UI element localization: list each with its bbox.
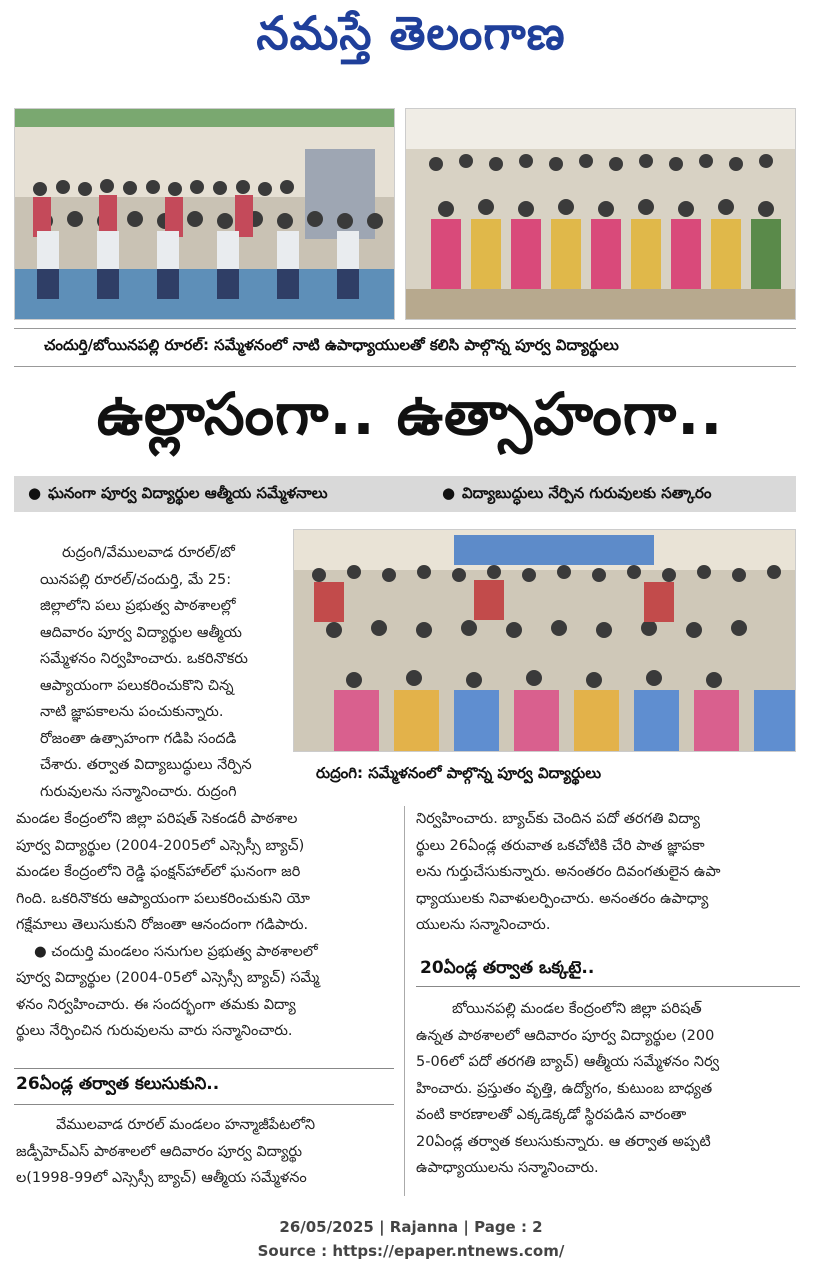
text-line: హించారు. ప్రస్తుతం వృత్తి, ఉద్యోగం, కుటుంబ బాధ్యత: [416, 1080, 713, 1097]
column-2-subhead: 20ఏండ్ల తర్వాత ఒక్కటై..: [420, 958, 595, 978]
text-line: గక్షేమాలు తెలుసుకుని రోజంతా ఆనందంగా గడిపారు.: [16, 917, 309, 933]
text-line: పూర్వ విద్యార్థుల (2004-05లో ఎస్సెస్సీ బ్యాచ్) సమ్మే: [16, 970, 320, 986]
text-line: ళనం నిర్వహించారు. ఈ సందర్భంగా తమకు విద్యా: [16, 996, 296, 1013]
text-line: 5-06లో పదో తరగతి బ్యాచ్) ఆత్మీయ సమ్మేళనం నిర్వ: [416, 1054, 720, 1070]
text-line: ర్థులు నేర్పించిన గురువులను వారు సన్మానించారు.: [16, 1023, 293, 1039]
footer-date-edition: 26/05/2025 | Rajanna | Page : 2: [279, 1218, 543, 1236]
article-column-1-top: [40, 540, 290, 805]
subhead-rule: [416, 986, 800, 987]
text-line: ల(1998-99లో ఎస్సెస్సీ బ్యాచ్) ఆత్మీయ సమ్మేళనం: [16, 1170, 307, 1186]
footer-source-link[interactable]: Source : https://epaper.ntnews.com/: [257, 1242, 565, 1260]
text-line: జడ్పీహెచ్‌ఎస్ పాఠశాలలో ఆదివారం పూర్వ విద్యార్థు: [16, 1143, 303, 1160]
photo-left: [14, 108, 395, 320]
text-line: యులను సన్మానించారు.: [416, 917, 551, 933]
text-line: ఉపాధ్యాయులను సన్మానించారు.: [416, 1160, 599, 1176]
subheading-bar: [14, 476, 796, 512]
text-line: బోయినపల్లి మండల కేంద్రంలోని జిల్లా పరిషత్: [452, 1001, 702, 1017]
text-line: 20ఏండ్ల తర్వాత కలుసుకున్నారు. ఆ తర్వాత అప్పటి: [416, 1133, 711, 1150]
photo-middle: [293, 529, 796, 752]
text-line: నాటి జ్ఞాపకాలను పంచుకున్నారు.: [40, 704, 224, 720]
text-line: మండల కేంద్రంలోని జిల్లా పరిషత్ సెకండరీ పాఠశాల: [16, 811, 298, 827]
text-line: లను గుర్తుచేసుకున్నారు. అనంతరం దివంగతులైన ఉపా: [416, 864, 721, 880]
text-line: చేశారు. తర్వాత విద్యాబుద్ధులు నేర్పిన: [40, 757, 252, 773]
subheading-first: ఘనంగా పూర్వ విద్యార్థుల ఆత్మీయ సమ్మేళనాలు: [48, 484, 328, 502]
subheading-second: విద్యాబుద్ధులు నేర్పిన గురువులకు సత్కారం: [462, 484, 712, 502]
headline: ఉల్లాసంగా.. ఉత్సాహంగా..: [96, 380, 724, 448]
article-column-1-middle: [16, 806, 396, 1045]
text-line: వంటి కారణాలతో ఎక్కడెక్కడో స్థిరపడిన వారంతా: [416, 1107, 687, 1123]
text-line: గింది. ఒకరినొకరు ఆప్యాయంగా పలుకరించుకుని యో: [16, 890, 310, 907]
text-line: గురువులను సన్మానించారు. రుద్రంగి: [40, 783, 237, 800]
article-column-1-bottom: [16, 1112, 396, 1192]
photo-caption-top: చందుర్తి/బోయినపల్లి రూరల్: సమ్మేళనంలో నాటి ఉపాధ్యాయులతో కలిసి పాల్గొన్న పూర్వ విద్యార్థులు: [44, 336, 619, 354]
text-line: ఉన్నత పాఠశాలలో ఆదివారం పూర్వ విద్యార్థుల (200: [416, 1027, 715, 1044]
text-line: పూర్వ విద్యార్థుల (2004-2005లో ఎస్సెస్సీ బ్యాచ్): [16, 837, 305, 854]
subhead-rule: [14, 1104, 394, 1105]
article-column-2-bottom: [416, 996, 800, 1182]
text-line: యినపల్లి రూరల్/చందుర్తి, మే 25:: [40, 571, 232, 588]
text-line: ● చందుర్తి మండలం సనుగుల ప్రభుత్వ పాఠశాలలో: [34, 943, 318, 960]
text-line: సమ్మేళనం నిర్వహించారు. ఒకరినొకరు: [40, 651, 248, 667]
masthead-logo: నమస్తే తెలంగాణ: [256, 6, 566, 60]
caption-rule-bottom: [14, 366, 796, 367]
text-line: రోజంతా ఉత్సాహంగా గడిపి సందడి: [40, 730, 237, 747]
text-line: ఆప్యాయంగా పలుకరించుకొని చిన్న: [40, 677, 234, 694]
text-line: జిల్లాలోని పలు ప్రభుత్వ పాఠశాలల్లో: [40, 598, 236, 614]
caption-rule-top: [14, 328, 796, 329]
text-line: రుద్రంగి/వేములవాడ రూరల్/బో: [62, 545, 235, 561]
column-divider: [404, 806, 405, 1196]
photo-caption-middle: రుద్రంగి: సమ్మేళనంలో పాల్గొన్న పూర్వ విద్యార్థులు: [316, 764, 602, 782]
text-line: ధ్యాయులకు నివాళులర్పించారు. అనంతరం ఉపాధ్యా: [416, 890, 709, 907]
bullet-icon: ●: [442, 484, 456, 502]
bullet-icon: ●: [28, 484, 42, 502]
text-line: ఆదివారం పూర్వ విద్యార్థుల ఆత్మీయ: [40, 624, 242, 641]
column-1-subhead: 26ఏండ్ల తర్వాత కలుసుకుని..: [16, 1074, 220, 1094]
text-line: ర్థులు 26ఏండ్ల తరువాత ఒకచోటికి చేరి పాత జ్ఞాపకా: [416, 837, 705, 854]
text-line: మండల కేంద్రంలోని రెడ్డి ఫంక్షన్‌హాల్‌లో ఘనంగా జరి: [16, 864, 301, 880]
photo-right: [405, 108, 796, 320]
text-line: నిర్వహించారు. బ్యాచ్‌కు చెందిన పదో తరగతి విద్యా: [416, 811, 701, 827]
text-line: వేములవాడ రూరల్ మండలం హన్మాజీపేటలోని: [56, 1117, 316, 1133]
article-column-2-top: [416, 806, 800, 939]
subhead-rule: [14, 1068, 394, 1069]
